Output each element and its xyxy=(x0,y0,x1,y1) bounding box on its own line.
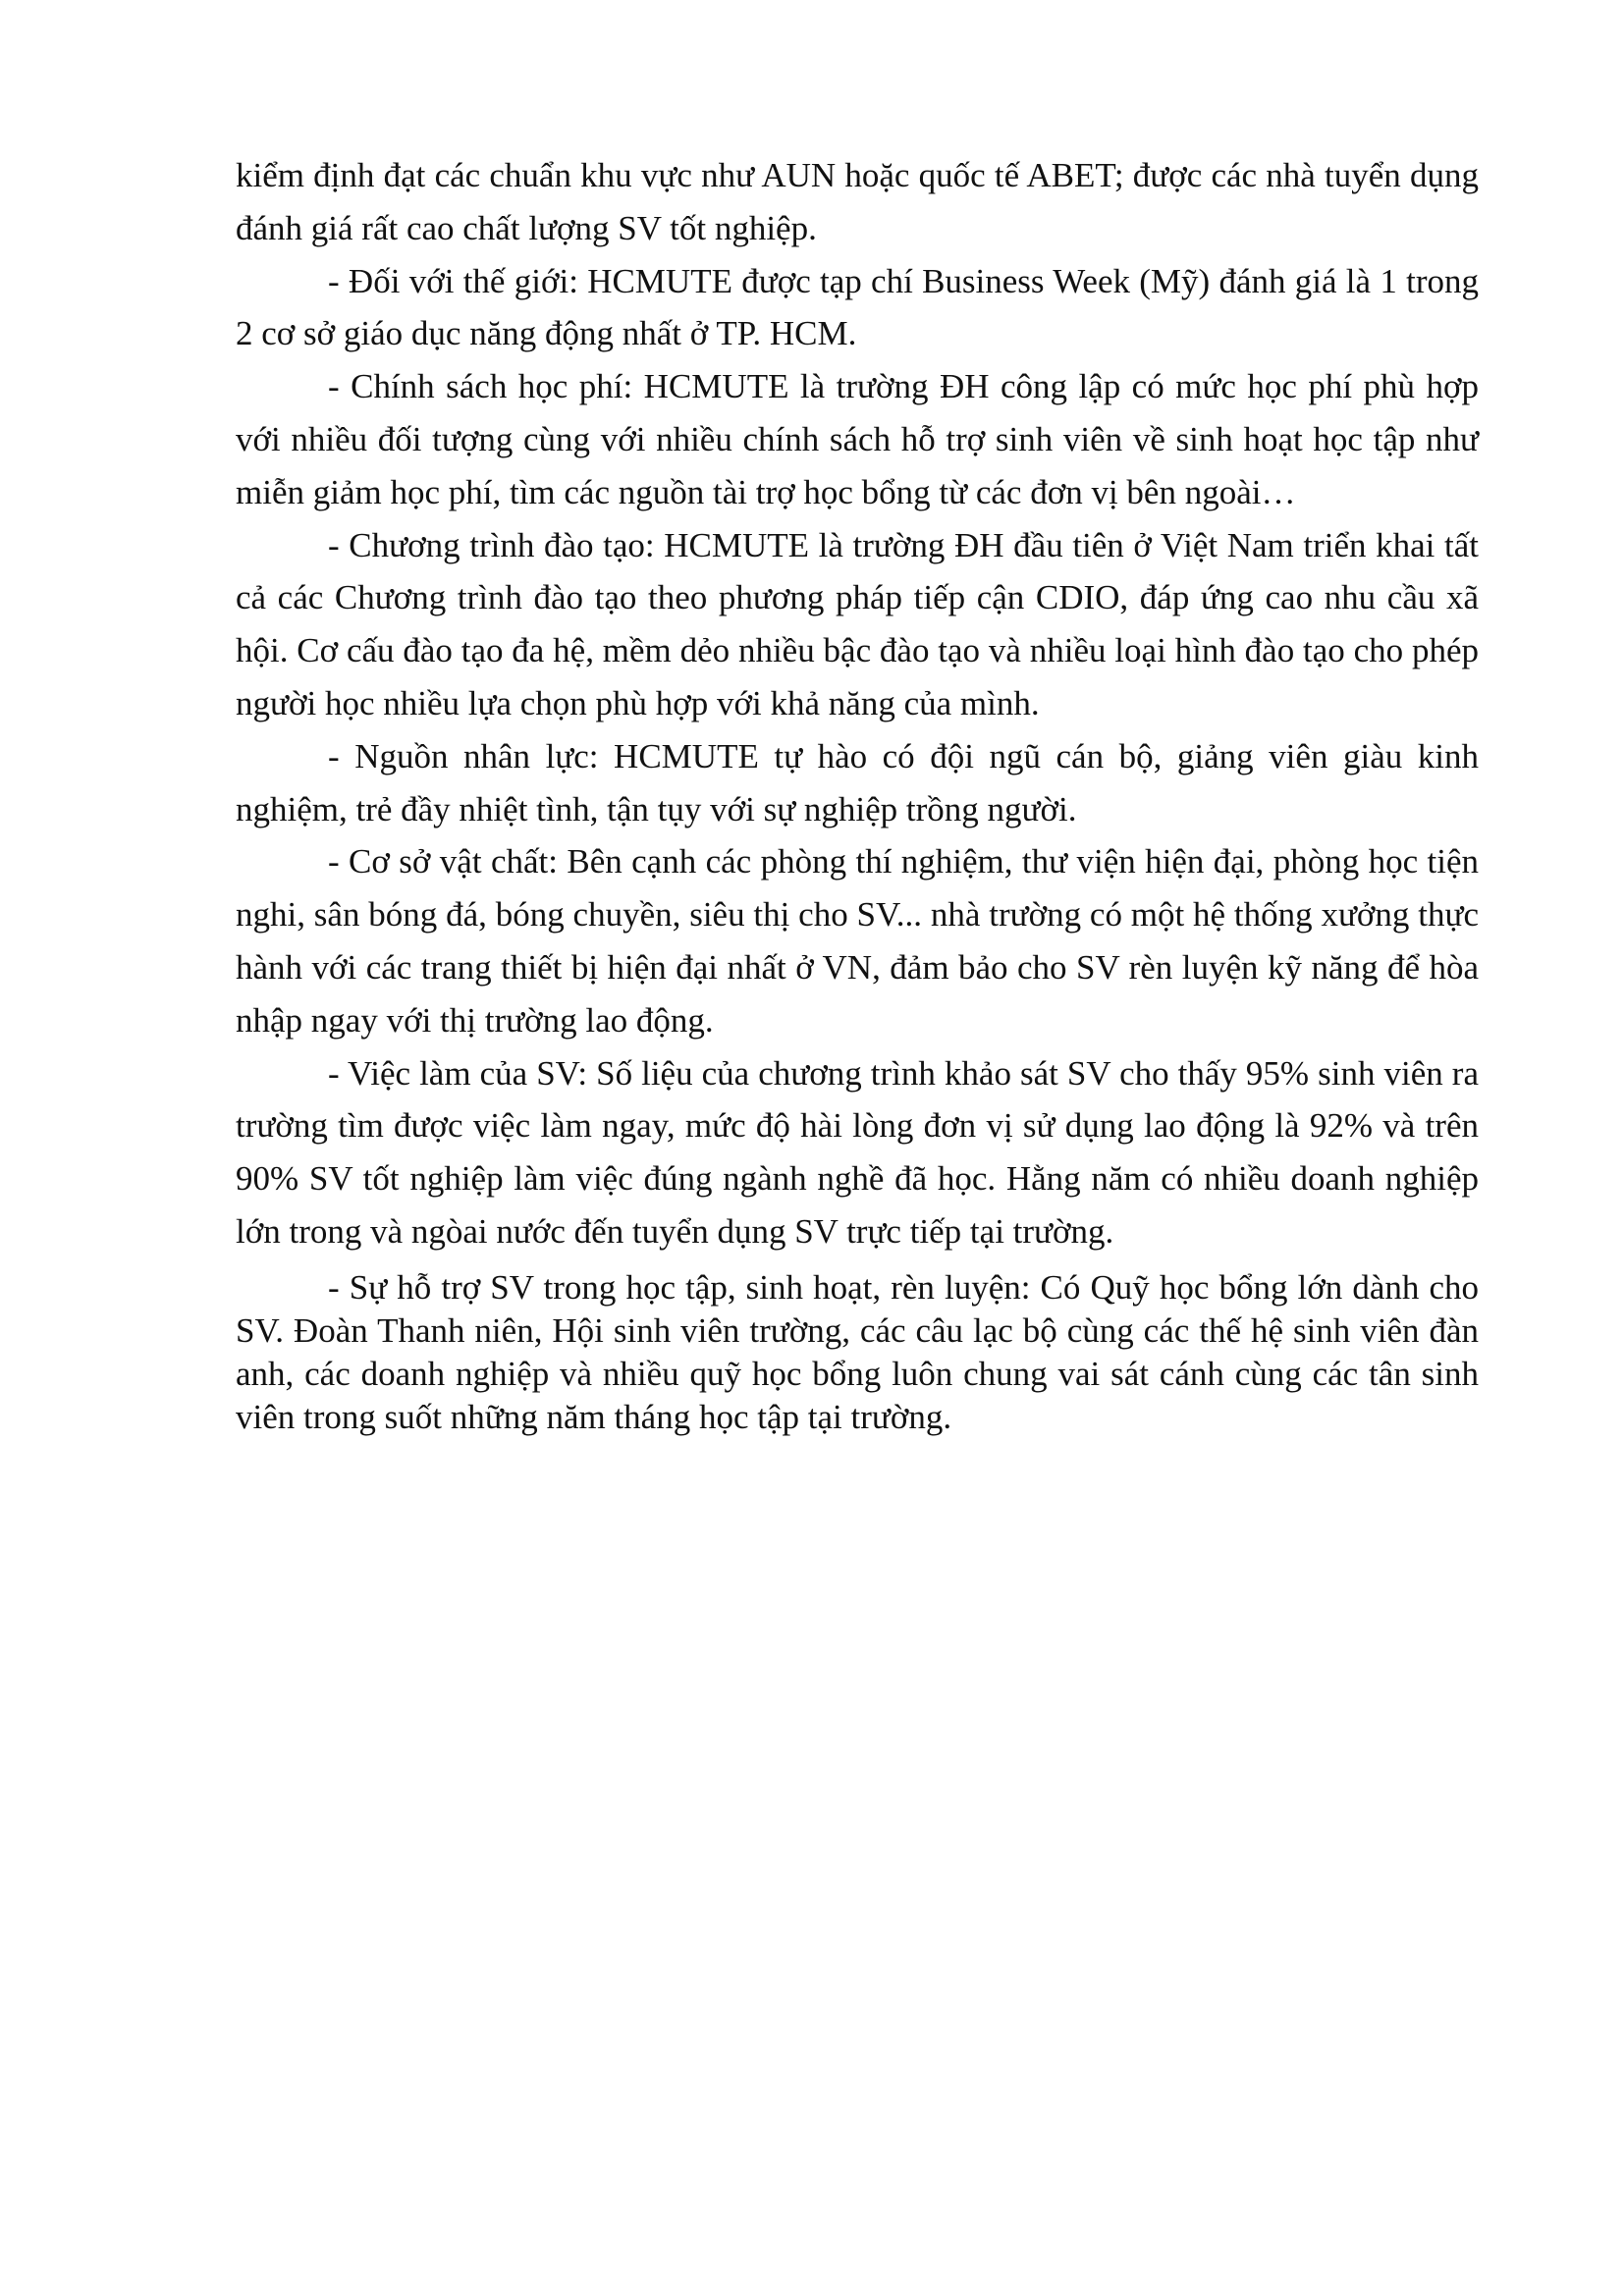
paragraph-facilities: - Cơ sở vật chất: Bên cạnh các phòng thí nghiệm, thư viện hiện đại, phòng học tiện nghi, sân bóng đá, bóng chuyền, siêu thị cho SV... nhà trường có một hệ thống xưởng thực hành với các trang thiết bị hiện đại nhất ở VN, đảm bảo cho SV rèn luyện kỹ năng để hòa nhập ngay với thị trường lao động. xyxy=(236,842,1479,1040)
paragraph-accreditation: kiểm định đạt các chuẩn khu vực như AUN hoặc quốc tế ABET; được các nhà tuyển dụng đánh giá rất cao chất lượng SV tốt nghiệp. xyxy=(236,156,1479,247)
paragraph-world-ranking: - Đối với thế giới: HCMUTE được tạp chí Business Week (Mỹ) đánh giá là 1 trong 2 cơ sở giáo dục năng động nhất ở TP. HCM. xyxy=(236,261,1479,353)
paragraph-student-support: - Sự hỗ trợ SV trong học tập, sinh hoạt, rèn luyện: Có Quỹ học bổng lớn dành cho SV. Đoàn Thanh niên, Hội sinh viên trường, các câu lạc bộ cùng các thế hệ sinh viên đàn anh, các doanh nghiệp và nhiều quỹ học bổng luôn chung vai sát cánh cùng các tân sinh viên trong suốt những năm tháng học tập tại trường. xyxy=(236,1267,1479,1436)
document-body xyxy=(236,149,1479,1439)
paragraph-human-resources: - Nguồn nhân lực: HCMUTE tự hào có đội ngũ cán bộ, giảng viên giàu kinh nghiệm, trẻ đầy nhiệt tình, tận tụy với sự nghiệp trồng người. xyxy=(236,736,1479,828)
paragraph-training-program: - Chương trình đào tạo: HCMUTE là trường ĐH đầu tiên ở Việt Nam triển khai tất cả các Chương trình đào tạo theo phương pháp tiếp cận CDIO, đáp ứng cao nhu cầu xã hội. Cơ cấu đào tạo đa hệ, mềm dẻo nhiều bậc đào tạo và nhiều loại hình đào tạo cho phép người học nhiều lựa chọn phù hợp với khả năng của mình. xyxy=(236,525,1479,722)
paragraph-employment: - Việc làm của SV: Số liệu của chương trình khảo sát SV cho thấy 95% sinh viên ra trường tìm được việc làm ngay, mức độ hài lòng đơn vị sử dụng lao động là 92% và trên 90% SV tốt nghiệp làm việc đúng ngành nghề đã học. Hằng năm có nhiều doanh nghiệp lớn trong và ngòai nước đến tuyển dụng SV trực tiếp tại trường. xyxy=(236,1053,1479,1251)
paragraph-tuition-policy: - Chính sách học phí: HCMUTE là trường ĐH công lập có mức học phí phù hợp với nhiều đối tượng cùng với nhiều chính sách hỗ trợ sinh viên về sinh hoạt học tập như miễn giảm học phí, tìm các nguồn tài trợ học bổng từ các đơn vị bên ngoài… xyxy=(236,367,1479,511)
